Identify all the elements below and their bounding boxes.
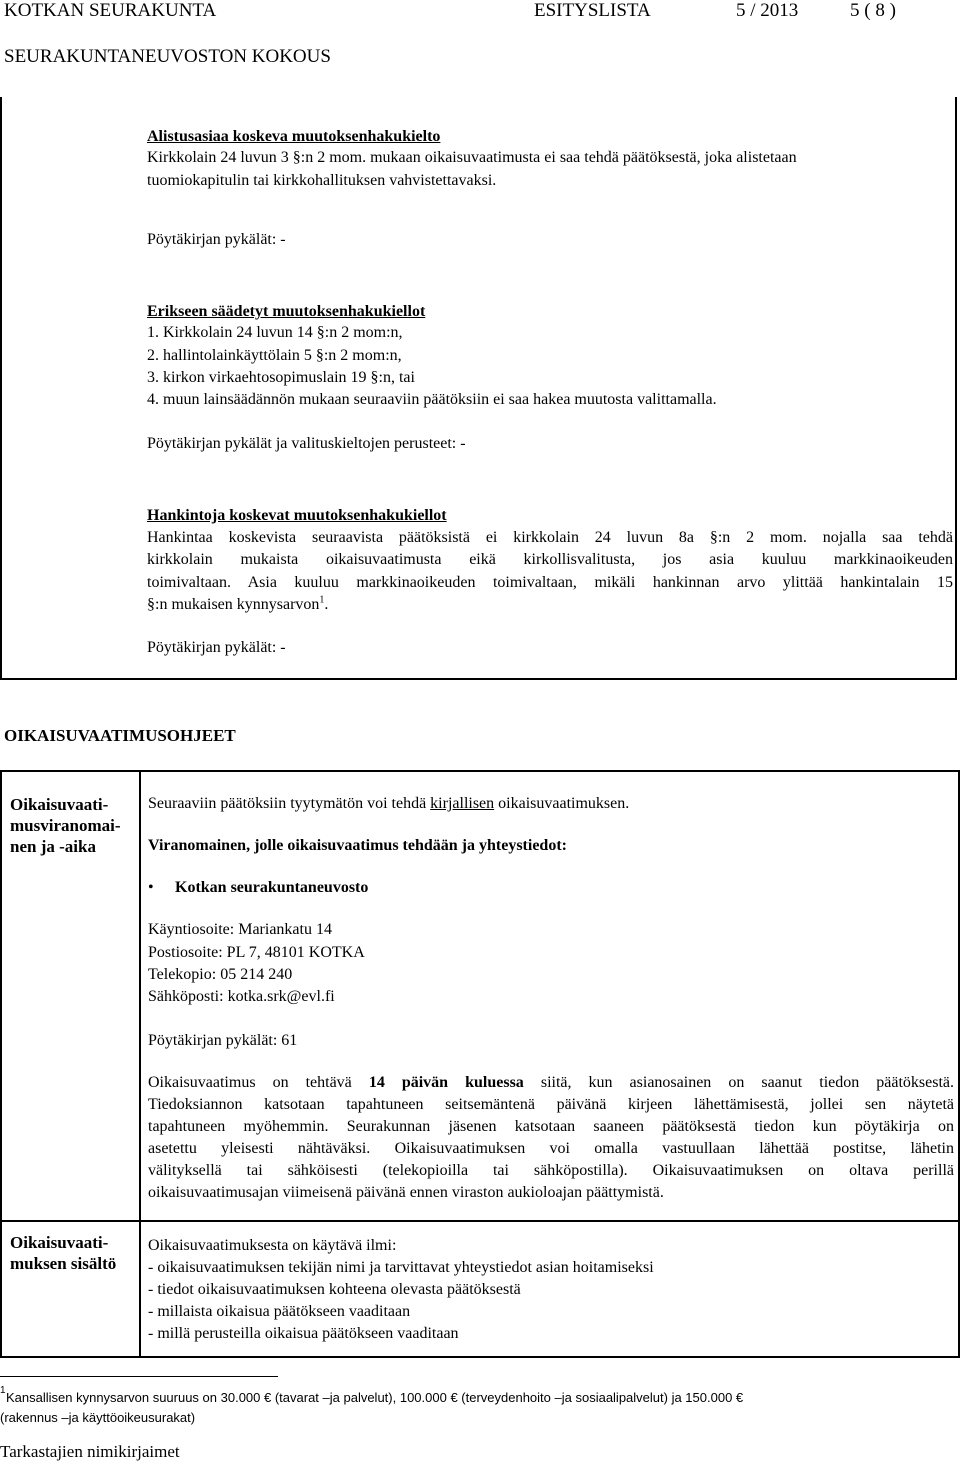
authority-intro-text: Seuraaviin päätöksiin tyytymätön voi tehdä <box>148 795 431 812</box>
content-item: - oikaisuvaatimuksen tekijän nimi ja tarvittavat yhteystiedot asian hoitamiseksi <box>148 1259 654 1276</box>
section1-title: Alistusasiaa koskeva muutoksenhakukielto <box>147 128 441 145</box>
authority-ref: Pöytäkirjan pykälät: 61 <box>148 1032 298 1049</box>
header-page: 5 ( 8 ) <box>850 0 896 21</box>
header-doc-type: ESITYSLISTA <box>534 0 651 21</box>
contact-line: Postiosoite: PL 7, 48101 KOTKA <box>148 944 365 961</box>
footnote-line: Kansallisen kynnysarvon suuruus on 30.000 € (tavarat –ja palvelut), 100.000 € (terveydenhoito –ja sosiaalipalvelut) ja 150.000 € <box>6 1390 744 1405</box>
section3-line: §:n mukaisen kynnysarvon <box>147 596 320 613</box>
section3-line: toimivaltaan. Asia kuuluu markkinaoikeuden toimivaltaan, mikäli hankinnan arvo ylittää hankintalain 15 <box>147 574 953 591</box>
footnote-reference: 1 <box>319 594 325 606</box>
authority-intro-underlined: kirjallisen <box>430 795 495 812</box>
authority-heading: Viranomainen, jolle oikaisuvaatimus tehdään ja yhteystiedot: <box>148 837 567 854</box>
authority-label-line: nen ja -aika <box>10 837 96 856</box>
content-intro: Oikaisuvaatimuksesta on käytävä ilmi: <box>148 1237 397 1254</box>
section2-item: 3. kirkon virkaehtosopimuslain 19 §:n, tai <box>147 369 415 386</box>
section2-item: 1. Kirkkolain 24 luvun 14 §:n 2 mom:n, <box>147 324 403 341</box>
content-item: - millä perusteilla oikaisua päätökseen vaaditaan <box>148 1325 459 1342</box>
section3-line: kirkkolain mukaista oikaisuvaatimusta eikä kirkollisvalitusta, jos asia kuuluu markkinaoikeuden <box>147 551 953 568</box>
authority-label-line: musviranomai- <box>10 816 121 835</box>
signature-label: Tarkastajien nimikirjaimet <box>0 1442 180 1461</box>
instructions-table <box>0 770 960 1358</box>
section3-paragraph <box>147 528 953 615</box>
section2-item: 4. muun lainsäädännön mukaan seuraaviin päätöksiin ei saa hakea muutosta valittamalla. <box>147 391 717 408</box>
section2-ref: Pöytäkirjan pykälät ja valituskieltojen perusteet: - <box>147 435 466 452</box>
deadline-line: tapahtuneen myöhemmin. Seurakunnan jäsenen katsotaan saaneen päätöksestä tiedon kun pöytäkirja on <box>148 1118 954 1135</box>
deadline-line: Tiedoksiannon katsotaan tapahtuneen seitsemäntenä päivänä kirjeen lähettämisestä, jollei sen näytetä <box>148 1096 954 1113</box>
contact-line: Sähköposti: kotka.srk@evl.fi <box>148 988 335 1005</box>
section3-title: Hankintoja koskevat muutoksenhakukiellot <box>147 507 447 524</box>
contact-line: Telekopio: 05 214 240 <box>148 966 293 983</box>
content-label <box>10 1232 116 1274</box>
authority-label-line: Oikaisuvaati- <box>10 795 109 814</box>
deadline-text: Oikaisuvaatimus on tehtävä <box>148 1074 369 1091</box>
footnote-separator <box>0 1376 278 1377</box>
section1-ref: Pöytäkirjan pykälät: - <box>147 231 286 248</box>
section3-line: Hankintaa koskevista seuraavista päätöksistä ei kirkkolain 24 luvun 8a §:n 2 mom. nojalla saa tehdä <box>147 529 953 546</box>
deadline-bold: 14 päivän kuluessa <box>368 1074 524 1091</box>
section3-ref: Pöytäkirjan pykälät: - <box>147 639 286 656</box>
authority-name: Kotkan seurakuntaneuvosto <box>175 879 369 896</box>
content-item: - tiedot oikaisuvaatimuksen kohteena olevasta päätöksestä <box>148 1281 521 1298</box>
deadline-line: asetettu yleisesti nähtäväksi. Oikaisuvaatimuksen voi omalla vastuullaan lähettää postitse, lähetin <box>148 1140 954 1157</box>
section2-item: 2. hallintolainkäyttölain 5 §:n 2 mom:n, <box>147 347 402 364</box>
section1-line: Kirkkolain 24 luvun 3 §:n 2 mom. mukaan oikaisuvaatimusta ei saa tehdä päätöksestä, joka alistetaan <box>147 149 797 166</box>
content-label-line: muksen sisältö <box>10 1254 117 1273</box>
content-item: - millaista oikaisua päätökseen vaaditaan <box>148 1303 411 1320</box>
deadline-text: siitä, kun asianosainen on saanut tiedon päätöksestä. <box>523 1074 955 1091</box>
deadline-paragraph <box>148 1073 954 1203</box>
header-org: KOTKAN SEURAKUNTA <box>4 0 217 21</box>
authority-label <box>10 794 121 857</box>
section2-title: Erikseen säädetyt muutoksenhakukiellot <box>147 303 426 320</box>
bullet-icon: • <box>148 879 154 896</box>
deadline-first-line <box>148 1073 954 1095</box>
column-divider <box>139 772 141 1356</box>
deadline-line: välityksellä tai sähköisesti (telekopioilla tai sähköpostilla). Oikaisuvaatimuksen on oltava perillä <box>148 1162 954 1179</box>
header-meeting: SEURAKUNTANEUVOSTON KOKOUS <box>4 46 331 67</box>
content-label-line: Oikaisuvaati- <box>10 1233 109 1252</box>
header-issue: 5 / 2013 <box>736 0 799 21</box>
contact-line: Käyntiosoite: Mariankatu 14 <box>148 921 332 938</box>
section3-line-end: . <box>324 596 329 613</box>
row-divider <box>2 1220 958 1222</box>
footnote-mark: 1 <box>0 1385 6 1396</box>
deadline-line: oikaisuvaatimusajan viimeisenä päivänä ennen viraston aukioloajan päättymistä. <box>148 1184 664 1201</box>
section3-last-line <box>147 595 953 615</box>
footnote-line: (rakennus –ja käyttöoikeusurakat) <box>0 1410 196 1425</box>
authority-intro-text: oikaisuvaatimuksen. <box>494 795 630 812</box>
authority-intro <box>148 794 629 814</box>
section1-line: tuomiokapitulin tai kirkkohallituksen vahvistettavaksi. <box>147 172 497 189</box>
instructions-title: OIKAISUVAATIMUSOHJEET <box>4 726 236 745</box>
